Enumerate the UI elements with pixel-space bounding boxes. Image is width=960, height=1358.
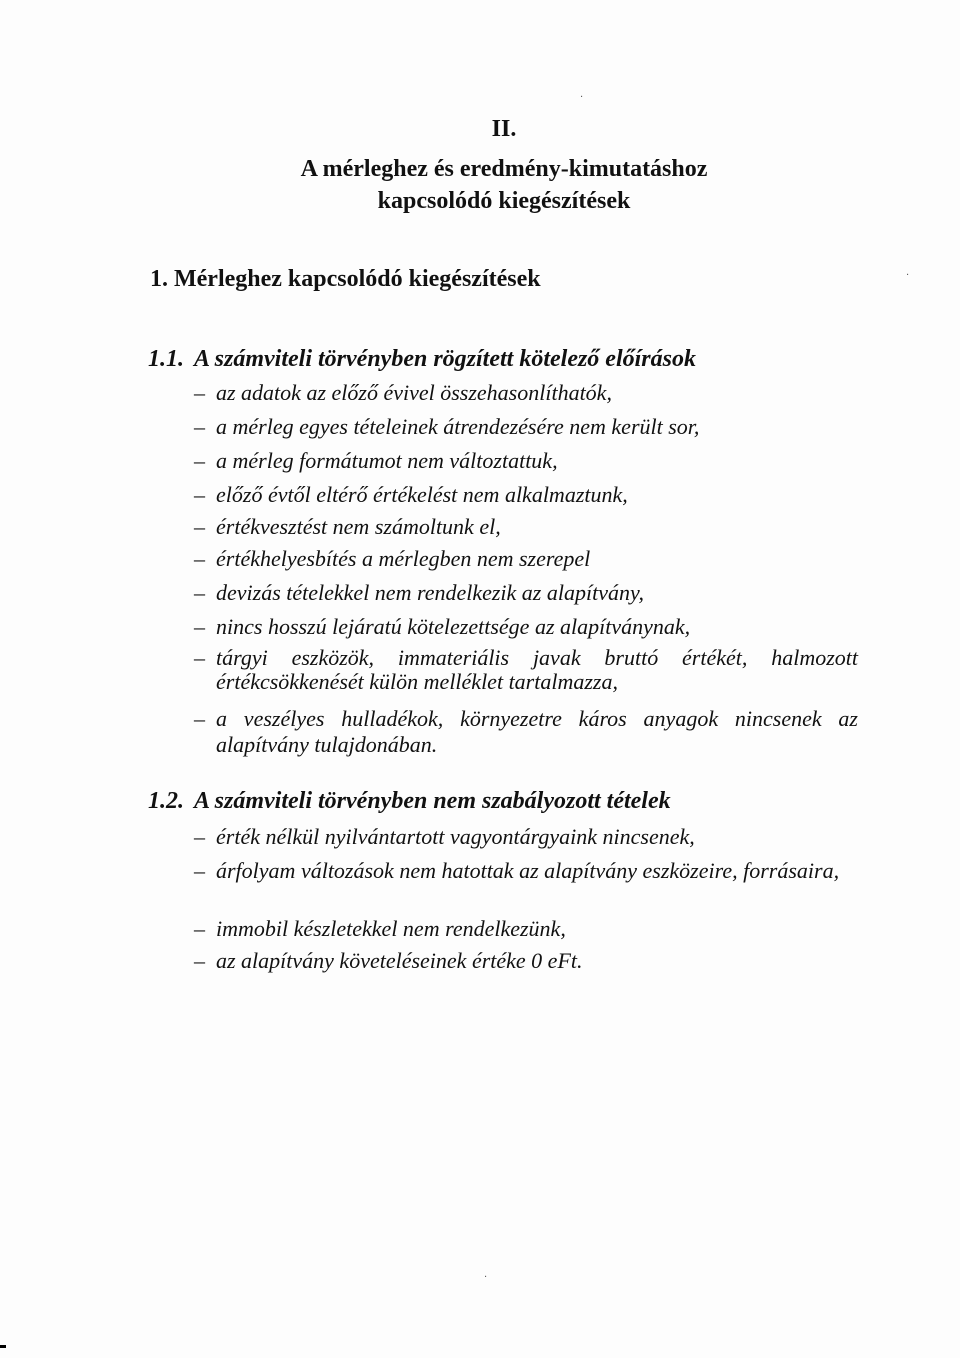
list-item-text: a veszélyes hulladékok, környezetre káros anyagok nincsenek az alapítvány tulajdonában. — [216, 706, 858, 757]
subsection-number: 1.1. — [148, 346, 184, 372]
subsection-title: A számviteli törvényben rögzített kötelező előírások — [194, 346, 696, 372]
list-item — [194, 612, 858, 642]
list-item — [194, 856, 858, 886]
dash-bullet: – — [194, 448, 205, 473]
dash-bullet: – — [194, 580, 205, 605]
list-item-text: értékhelyesbítés a mérlegben nem szerepel — [216, 546, 591, 571]
list-item — [194, 512, 858, 542]
list-item — [194, 544, 858, 574]
list-item-text: előző évtől eltérő értékelést nem alkalmaztunk, — [216, 482, 628, 507]
chapter-title-line-2: kapcsolódó kiegészítések — [377, 188, 631, 214]
list-item — [194, 378, 858, 408]
list-item — [194, 946, 858, 976]
list-item — [194, 412, 858, 442]
list-item — [194, 480, 858, 510]
list-item-text: a mérleg egyes tételeinek átrendezésére nem került sor, — [216, 414, 700, 439]
list-item-text: érték nélkül nyilvántartott vagyontárgyaink nincsenek, — [216, 824, 695, 849]
list-item-text: a mérleg formátumot nem változtattuk, — [216, 448, 558, 473]
list-item-text: tárgyi eszközök, immateriális javak bruttó értékét, halmozott értékcsökkenését külön melléklet tartalmazza, — [216, 645, 858, 694]
list-item — [194, 914, 858, 944]
dash-bullet: – — [194, 916, 205, 941]
dash-bullet: – — [194, 706, 205, 731]
list-item — [194, 822, 858, 852]
dash-bullet: – — [194, 546, 205, 571]
dash-bullet: – — [194, 824, 205, 849]
list-item-text: az alapítvány követeléseinek értéke 0 eFt. — [216, 948, 583, 973]
list-item-text: nincs hosszú lejáratú kötelezettsége az alapítványnak, — [216, 614, 691, 639]
section-heading: 1. Mérleghez kapcsolódó kiegészítések — [150, 266, 541, 292]
list-item — [194, 578, 858, 608]
dash-bullet: – — [194, 858, 205, 883]
subsection-heading-1-1 — [148, 346, 696, 373]
subsection-number: 1.2. — [148, 788, 184, 814]
scan-speck: · — [484, 1272, 488, 1283]
dash-bullet: – — [194, 645, 205, 670]
list-item-text: az adatok az előző évivel összehasonlíthatók, — [216, 380, 612, 405]
dash-bullet: – — [194, 514, 205, 539]
list-item — [194, 446, 858, 476]
chapter-number: II. — [491, 116, 517, 142]
dash-bullet: – — [194, 948, 205, 973]
dash-bullet: – — [194, 414, 205, 439]
dash-bullet: – — [194, 380, 205, 405]
list-item-text: devizás tételekkel nem rendelkezik az alapítvány, — [216, 580, 645, 605]
dash-bullet: – — [194, 614, 205, 639]
scan-speck: · — [580, 92, 584, 103]
dash-bullet: – — [194, 482, 205, 507]
list-item — [194, 646, 858, 694]
list-item-text: értékvesztést nem számoltunk el, — [216, 514, 501, 539]
list-item-text: árfolyam változások nem hatottak az alapítvány eszközeire, forrásaira, — [216, 858, 840, 883]
list-item-text: immobil készletekkel nem rendelkezünk, — [216, 916, 566, 941]
subsection-title: A számviteli törvényben nem szabályozott tételek — [194, 788, 671, 814]
list-item — [194, 706, 858, 758]
scan-edge-mark — [0, 1345, 6, 1348]
scan-speck: · — [906, 270, 910, 281]
subsection-heading-1-2 — [148, 788, 671, 815]
chapter-title-line-1: A mérleghez és eredmény-kimutatáshoz — [300, 156, 708, 182]
